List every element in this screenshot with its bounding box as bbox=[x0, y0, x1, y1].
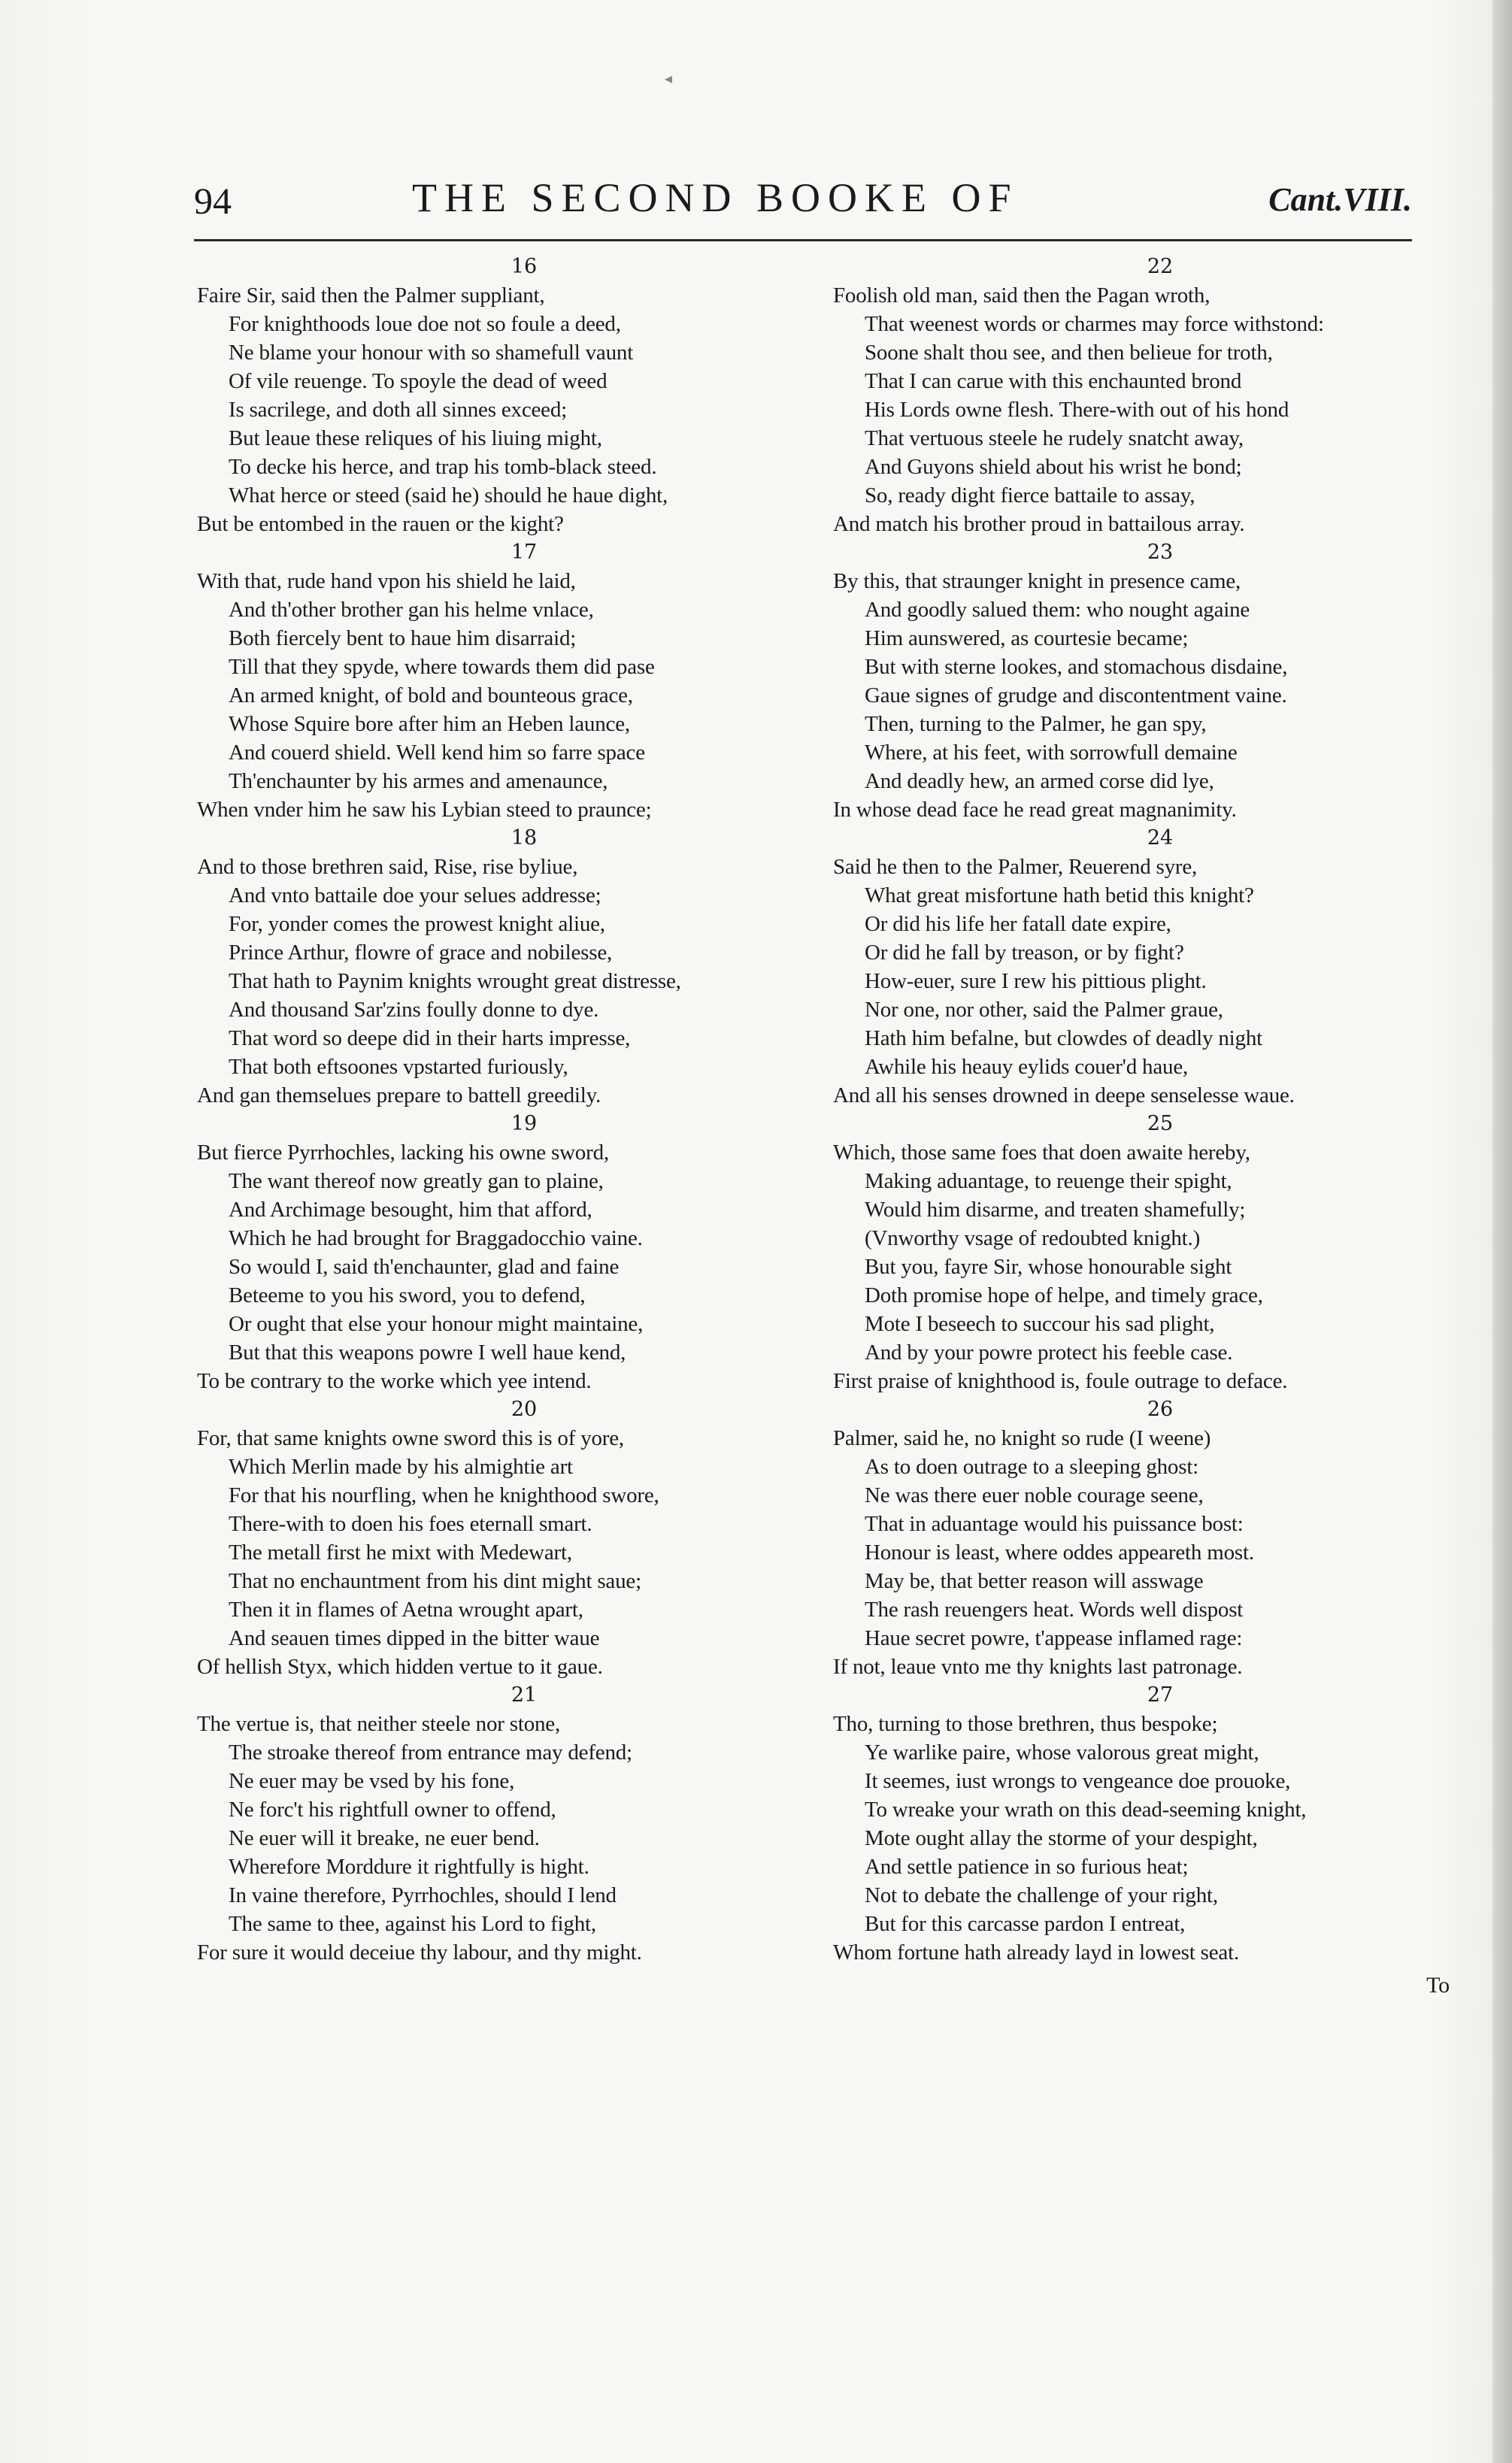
verse-line: Ne blame your honour with so shamefull vaunt bbox=[229, 341, 634, 365]
verse-line: And Archimage besought, him that afford, bbox=[229, 1198, 592, 1222]
verse-line: There-with to doen his foes eternall smart. bbox=[229, 1512, 592, 1536]
catchword: To bbox=[1426, 1973, 1450, 1998]
verse-line: Beteeme to you his sword, you to defend, bbox=[229, 1283, 586, 1307]
verse-line: Of vile reuenge. To spoyle the dead of weed bbox=[229, 369, 608, 393]
verse-line: The want thereof now greatly gan to plaine, bbox=[229, 1169, 604, 1193]
verse-line: For knighthoods loue doe not so foule a deed, bbox=[229, 312, 621, 336]
verse-line: As to doen outrage to a sleeping ghost: bbox=[865, 1455, 1199, 1479]
left-column bbox=[197, 253, 814, 1967]
verse-line: For, that same knights owne sword this is of yore, bbox=[197, 1426, 624, 1450]
verse-line: If not, leaue vnto me thy knights last patronage. bbox=[833, 1655, 1243, 1679]
verse-line: Ne was there euer noble courage seene, bbox=[865, 1483, 1204, 1507]
verse-line: For that his nourfling, when he knighthood swore, bbox=[229, 1483, 659, 1507]
verse-line: The vertue is, that neither steele nor stone, bbox=[197, 1712, 561, 1736]
verse-line: For sure it would deceiue thy labour, and thy might. bbox=[197, 1940, 642, 1965]
verse-line: The metall first he mixt with Medewart, bbox=[229, 1541, 572, 1565]
verse-line: With that, rude hand vpon his shield he laid, bbox=[197, 569, 576, 593]
verse-line: In vaine therefore, Pyrrhochles, should I lend bbox=[229, 1883, 617, 1907]
verse-line: Ye warlike paire, whose valorous great might, bbox=[865, 1740, 1259, 1765]
stanza-number: 16 bbox=[511, 255, 538, 278]
stanza-number: 26 bbox=[1147, 1398, 1174, 1421]
verse-line: Or did he fall by treason, or by fight? bbox=[865, 941, 1184, 965]
verse-line: Said he then to the Palmer, Reuerend syre, bbox=[833, 855, 1198, 879]
verse-line: Th'enchaunter by his armes and amenaunce, bbox=[229, 769, 608, 793]
verse-line: That no enchauntment from his dint might saue; bbox=[229, 1569, 641, 1593]
stanza-number: 21 bbox=[511, 1683, 538, 1707]
scan-mark: ◂ bbox=[665, 71, 673, 87]
verse-line: Both fiercely bent to haue him disarraid; bbox=[229, 626, 577, 650]
verse-line: Doth promise hope of helpe, and timely grace, bbox=[865, 1283, 1263, 1307]
stanza-number: 18 bbox=[511, 826, 538, 850]
verse-line: And goodly salued them: who nought againe bbox=[865, 598, 1250, 622]
verse-line: Or ought that else your honour might maintaine, bbox=[229, 1312, 644, 1336]
verse-line: But fierce Pyrrhochles, lacking his owne sword, bbox=[197, 1141, 609, 1165]
verse-line: But leaue these reliques of his liuing might, bbox=[229, 426, 602, 450]
stanza-number: 25 bbox=[1147, 1112, 1174, 1135]
verse-line: That in aduantage would his puissance bost: bbox=[865, 1512, 1244, 1536]
verse-line: Which, those same foes that doen awaite hereby, bbox=[833, 1141, 1250, 1165]
verse-line: What herce or steed (said he) should he haue dight, bbox=[229, 483, 668, 507]
running-title: THE SECOND BOOKE OF bbox=[412, 175, 1019, 220]
verse-line: Or did his life her fatall date expire, bbox=[865, 912, 1171, 936]
verse-line: And by your powre protect his feeble case. bbox=[865, 1341, 1233, 1365]
verse-line: Where, at his feet, with sorrowfull demaine bbox=[865, 741, 1238, 765]
verse-line: The rash reuengers heat. Words well dispost bbox=[865, 1598, 1244, 1622]
verse-line: Then, turning to the Palmer, he gan spy, bbox=[865, 712, 1207, 736]
verse-line: Making aduantage, to reuenge their spight, bbox=[865, 1169, 1232, 1193]
verse-line: That vertuous steele he rudely snatcht away, bbox=[865, 426, 1244, 450]
verse-line: That both eftsoones vpstarted furiously, bbox=[229, 1055, 568, 1079]
verse-line: And to those brethren said, Rise, rise byliue, bbox=[197, 855, 578, 879]
verse-line: Whom fortune hath already layd in lowest seat. bbox=[833, 1940, 1240, 1965]
verse-line: Which he had brought for Braggadocchio vaine. bbox=[229, 1226, 643, 1250]
verse-line: Him aunswered, as courtesie became; bbox=[865, 626, 1189, 650]
verse-line: Whose Squire bore after him an Heben launce, bbox=[229, 712, 630, 736]
verse-line: Not to debate the challenge of your right, bbox=[865, 1883, 1218, 1907]
verse-line: By this, that straunger knight in presence came, bbox=[833, 569, 1241, 593]
verse-line: And thousand Sar'zins foully donne to dye. bbox=[229, 998, 599, 1022]
verse-line: (Vnworthy vsage of redoubted knight.) bbox=[865, 1226, 1201, 1250]
verse-line: Soone shalt thou see, and then belieue for troth, bbox=[865, 341, 1273, 365]
verse-line: Hath him befalne, but clowdes of deadly night bbox=[865, 1026, 1262, 1050]
verse-line: Ne euer will it breake, ne euer bend. bbox=[229, 1826, 540, 1850]
header-rule bbox=[194, 239, 1412, 241]
verse-line: In whose dead face he read great magnanimity. bbox=[833, 798, 1237, 822]
verse-line: Of hellish Styx, which hidden vertue to it gaue. bbox=[197, 1655, 603, 1679]
verse-line: It seemes, iust wrongs to vengeance doe prouoke, bbox=[865, 1769, 1291, 1793]
stanza-number: 22 bbox=[1147, 255, 1174, 278]
stanza-number: 20 bbox=[511, 1398, 538, 1421]
verse-line: And vnto battaile doe your selues addresse; bbox=[229, 883, 601, 907]
verse-line: Wherefore Morddure it rightfully is hight. bbox=[229, 1855, 589, 1879]
verse-line: Foolish old man, said then the Pagan wroth, bbox=[833, 283, 1211, 307]
verse-line: What great misfortune hath betid this knight? bbox=[865, 883, 1254, 907]
verse-line: When vnder him he saw his Lybian steed to praunce; bbox=[197, 798, 652, 822]
verse-line: And couerd shield. Well kend him so farre space bbox=[229, 741, 645, 765]
stanza-number: 19 bbox=[511, 1112, 538, 1135]
verse-line: Till that they spyde, where towards them did pase bbox=[229, 655, 655, 679]
verse-line: Is sacrilege, and doth all sinnes exceed; bbox=[229, 398, 567, 422]
verse-line: Gaue signes of grudge and discontentment vaine. bbox=[865, 683, 1287, 707]
verse-line: But for this carcasse pardon I entreat, bbox=[865, 1912, 1186, 1936]
verse-line: And deadly hew, an armed corse did lye, bbox=[865, 769, 1214, 793]
verse-line: Mote I beseech to succour his sad plight, bbox=[865, 1312, 1215, 1336]
verse-line: Honour is least, where oddes appeareth most. bbox=[865, 1541, 1254, 1565]
verse-line: So, ready dight fierce battaile to assay, bbox=[865, 483, 1195, 507]
stanza-number: 24 bbox=[1147, 826, 1174, 850]
verse-line: Ne forc't his rightfull owner to offend, bbox=[229, 1798, 556, 1822]
verse-line: Would him disarme, and treaten shamefully; bbox=[865, 1198, 1246, 1222]
verse-line: To be contrary to the worke which yee intend. bbox=[197, 1369, 592, 1393]
verse-line: Ne euer may be vsed by his fone, bbox=[229, 1769, 515, 1793]
verse-line: And settle patience in so furious heat; bbox=[865, 1855, 1189, 1879]
verse-line: But that this weapons powre I well haue kend, bbox=[229, 1341, 626, 1365]
verse-line: That hath to Paynim knights wrought great distresse, bbox=[229, 969, 681, 993]
verse-line: So would I, said th'enchaunter, glad and faine bbox=[229, 1255, 620, 1279]
verse-line: And seauen times dipped in the bitter waue bbox=[229, 1626, 600, 1650]
verse-line: But be entombed in the rauen or the kight? bbox=[197, 512, 564, 536]
stanza-number: 27 bbox=[1147, 1683, 1174, 1707]
verse-line: And gan themselues prepare to battell greedily. bbox=[197, 1083, 601, 1107]
stanza-number: 23 bbox=[1147, 541, 1174, 564]
verse-line: Tho, turning to those brethren, thus bespoke; bbox=[833, 1712, 1218, 1736]
verse-line: And Guyons shield about his wrist he bond; bbox=[865, 455, 1242, 479]
verse-line: But with sterne lookes, and stomachous disdaine, bbox=[865, 655, 1288, 679]
verse-line: That weenest words or charmes may force withstond: bbox=[865, 312, 1324, 336]
verse-line: His Lords owne flesh. There-with out of his hond bbox=[865, 398, 1289, 422]
verse-line: First praise of knighthood is, foule outrage to deface. bbox=[833, 1369, 1288, 1393]
verse-line: To decke his herce, and trap his tomb-black steed. bbox=[229, 455, 657, 479]
verse-line: And match his brother proud in battailous array. bbox=[833, 512, 1245, 536]
verse-line: The stroake thereof from entrance may defend; bbox=[229, 1740, 632, 1765]
page-header bbox=[194, 174, 1412, 227]
verse-line: Nor one, nor other, said the Palmer graue, bbox=[865, 998, 1223, 1022]
verse-line: But you, fayre Sir, whose honourable sight bbox=[865, 1255, 1232, 1279]
verse-line: For, yonder comes the prowest knight aliue, bbox=[229, 912, 605, 936]
right-column bbox=[833, 253, 1450, 2000]
verse-line: The same to thee, against his Lord to fight, bbox=[229, 1912, 596, 1936]
verse-line: Prince Arthur, flowre of grace and nobilesse, bbox=[229, 941, 613, 965]
verse-line: Mote ought allay the storme of your despight, bbox=[865, 1826, 1258, 1850]
verse-line: May be, that better reason will asswage bbox=[865, 1569, 1204, 1593]
verse-line: Which Merlin made by his almightie art bbox=[229, 1455, 573, 1479]
verse-line: That I can carue with this enchaunted brond bbox=[865, 369, 1242, 393]
verse-line: And all his senses drowned in deepe senselesse waue. bbox=[833, 1083, 1295, 1107]
verse-line: Palmer, said he, no knight so rude (I weene) bbox=[833, 1426, 1211, 1450]
verse-line: How-euer, sure I rew his pittious plight. bbox=[865, 969, 1207, 993]
canto-label: Cant.VIII. bbox=[1268, 181, 1412, 218]
page-number: 94 bbox=[194, 180, 232, 222]
page-edge-shadow bbox=[1492, 0, 1512, 2463]
verse-line: To wreake your wrath on this dead-seeming knight, bbox=[865, 1798, 1307, 1822]
verse-line: Awhile his heauy eylids couer'd haue, bbox=[865, 1055, 1189, 1079]
verse-line: That word so deepe did in their harts impresse, bbox=[229, 1026, 631, 1050]
verse-line: Then it in flames of Aetna wrought apart, bbox=[229, 1598, 583, 1622]
verse-line: An armed knight, of bold and bounteous grace, bbox=[229, 683, 633, 707]
stanza-number: 17 bbox=[511, 541, 538, 564]
verse-line: And th'other brother gan his helme vnlace, bbox=[229, 598, 594, 622]
verse-line: Faire Sir, said then the Palmer suppliant, bbox=[197, 283, 545, 307]
verse-line: Haue secret powre, t'appease inflamed rage: bbox=[865, 1626, 1243, 1650]
